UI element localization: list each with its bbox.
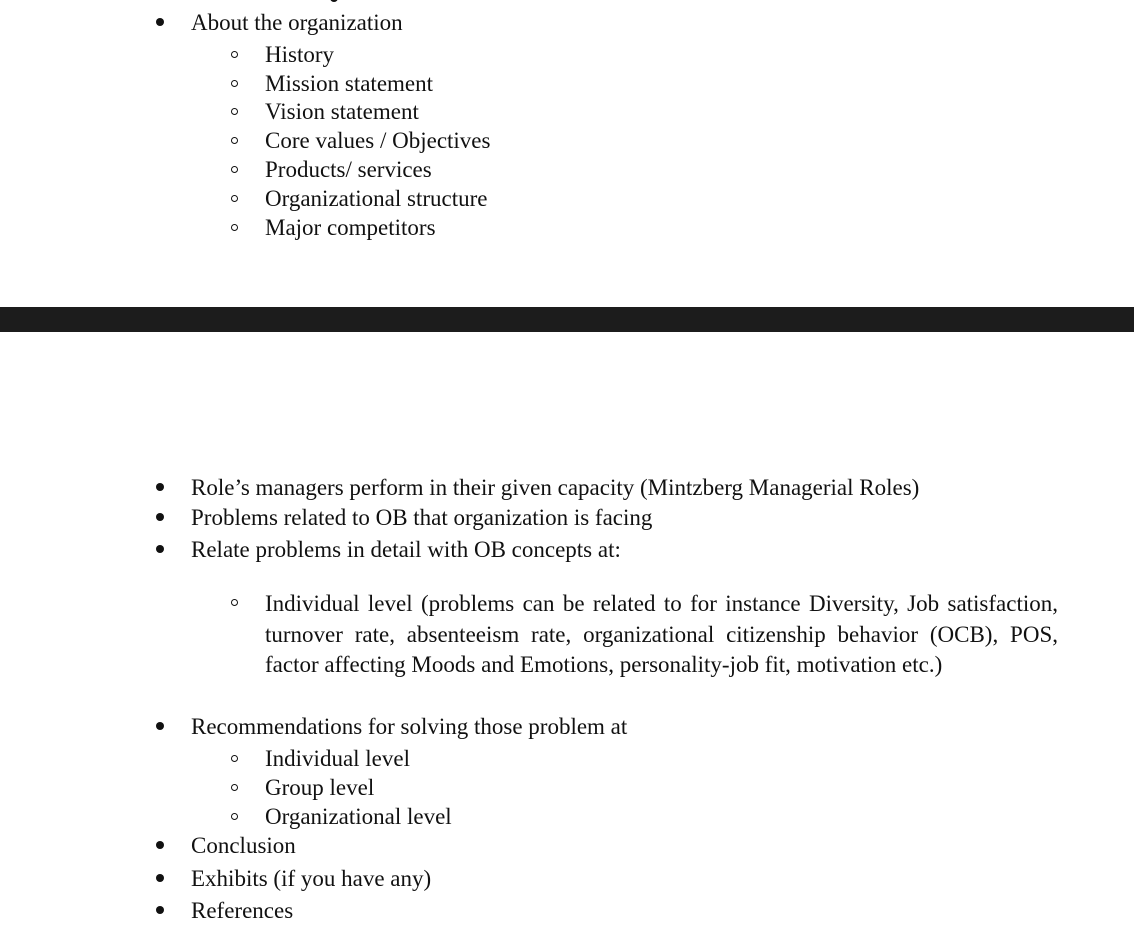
bullet-icon [156,483,164,491]
references-item: References [191,898,294,923]
about-organization-heading: About the organization [191,10,403,35]
cropped-text-fragment [330,0,338,2]
about-item: Products/ services [265,157,432,182]
sub-bullet-icon [231,195,238,202]
exhibits-item: Exhibits (if you have any) [191,866,432,891]
relate-item: Relate problems in detail with OB concepts at: [191,537,621,562]
sub-bullet-icon [231,224,238,231]
recommendation-level-item: Organizational level [265,804,452,829]
about-item: Organizational structure [265,186,488,211]
bullet-icon [156,18,164,26]
bullet-icon [156,841,164,849]
problems-item: Problems related to OB that organization is facing [191,505,653,530]
recommendation-level-item: Individual level [265,746,410,771]
recommendation-level-item: Group level [265,775,375,800]
bullet-icon [156,874,164,882]
bullet-icon [156,906,164,914]
sub-bullet-icon [231,108,238,115]
individual-level-paragraph: Individual level (problems can be related to for instance Diversity, Job satisfaction, turnover rate, absenteeism rate, organizational citizenship behavior (OCB), POS, factor affecting Moods and Emotions, personality-job fit, motivation etc.) [265,591,1058,677]
recommendations-item: Recommendations for solving those problem at [191,714,628,739]
about-item: Vision statement [265,99,419,124]
bullet-icon [156,545,164,553]
sub-bullet-icon [231,137,238,144]
bullet-icon [156,513,164,521]
page-divider [0,307,1134,332]
roles-item: Role’s managers perform in their given capacity (Mintzberg Managerial Roles) [191,475,920,500]
about-item: Core values / Objectives [265,128,491,153]
bullet-icon [156,722,164,730]
sub-bullet-icon [231,80,238,87]
sub-bullet-icon [231,755,238,762]
about-item: History [265,42,334,67]
sub-bullet-icon [231,784,238,791]
conclusion-item: Conclusion [191,833,296,858]
sub-bullet-icon [231,813,238,820]
sub-bullet-icon [231,599,238,606]
sub-bullet-icon [231,166,238,173]
about-item: Mission statement [265,71,434,96]
sub-bullet-icon [231,51,238,58]
about-item: Major competitors [265,215,436,240]
